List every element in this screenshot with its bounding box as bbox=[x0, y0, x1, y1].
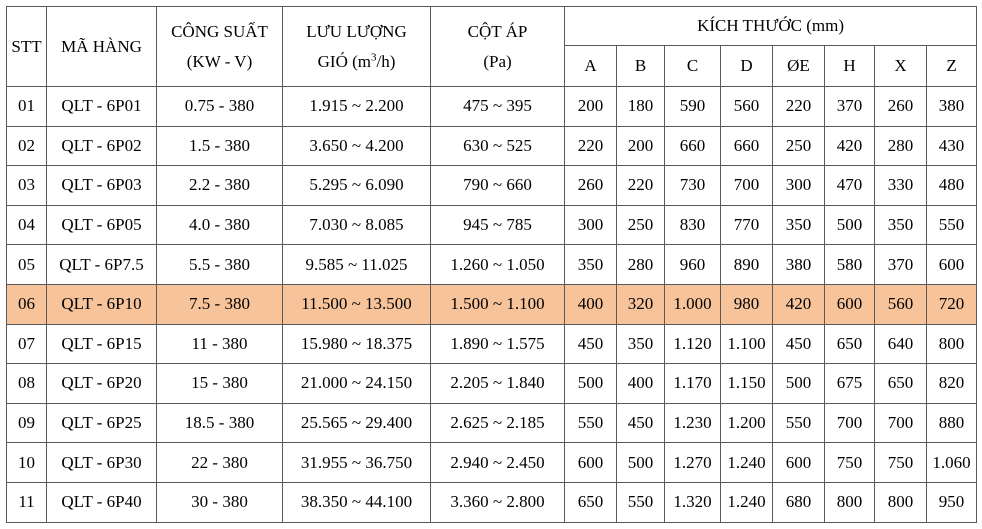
cell-dim-2: 730 bbox=[665, 166, 721, 206]
header-dim-1: B bbox=[617, 46, 665, 87]
cell-code: QLT - 6P20 bbox=[47, 364, 157, 404]
header-pressure-line2: (Pa) bbox=[483, 51, 512, 71]
cell-dim-4: 250 bbox=[773, 126, 825, 166]
cell-flow: 7.030 ~ 8.085 bbox=[283, 205, 431, 245]
cell-pressure: 1.500 ~ 1.100 bbox=[431, 284, 565, 324]
cell-pressure: 945 ~ 785 bbox=[431, 205, 565, 245]
header-pressure-line1: CỘT ÁP bbox=[467, 21, 528, 41]
cell-dim-5: 700 bbox=[825, 403, 875, 443]
cell-dim-1: 320 bbox=[617, 284, 665, 324]
cell-dim-0: 260 bbox=[565, 166, 617, 206]
cell-dim-7: 480 bbox=[927, 166, 977, 206]
cell-power: 15 - 380 bbox=[157, 364, 283, 404]
cell-power: 2.2 - 380 bbox=[157, 166, 283, 206]
cell-pressure: 1.890 ~ 1.575 bbox=[431, 324, 565, 364]
cell-dim-5: 580 bbox=[825, 245, 875, 285]
cell-dim-4: 600 bbox=[773, 443, 825, 483]
cell-dim-1: 500 bbox=[617, 443, 665, 483]
header-stt: STT bbox=[7, 7, 47, 87]
cell-dim-6: 650 bbox=[875, 364, 927, 404]
header-flow-line2-prefix: GIÓ (m bbox=[317, 51, 371, 71]
cell-dim-6: 800 bbox=[875, 482, 927, 522]
cell-dim-7: 950 bbox=[927, 482, 977, 522]
cell-dim-5: 650 bbox=[825, 324, 875, 364]
cell-code: QLT - 6P25 bbox=[47, 403, 157, 443]
cell-dim-7: 1.060 bbox=[927, 443, 977, 483]
cell-power: 18.5 - 380 bbox=[157, 403, 283, 443]
cell-stt: 01 bbox=[7, 87, 47, 127]
cell-dim-4: 350 bbox=[773, 205, 825, 245]
cell-dim-4: 550 bbox=[773, 403, 825, 443]
table-row bbox=[7, 364, 977, 404]
cell-dim-5: 470 bbox=[825, 166, 875, 206]
cell-flow: 11.500 ~ 13.500 bbox=[283, 284, 431, 324]
cell-dim-1: 400 bbox=[617, 364, 665, 404]
cell-dim-4: 300 bbox=[773, 166, 825, 206]
cell-code: QLT - 6P01 bbox=[47, 87, 157, 127]
cell-dim-1: 180 bbox=[617, 87, 665, 127]
cell-dim-6: 750 bbox=[875, 443, 927, 483]
table-row bbox=[7, 284, 977, 324]
header-dim-4: ØE bbox=[773, 46, 825, 87]
cell-pressure: 630 ~ 525 bbox=[431, 126, 565, 166]
cell-dim-1: 220 bbox=[617, 166, 665, 206]
cell-dim-3: 1.240 bbox=[721, 482, 773, 522]
cell-dim-3: 700 bbox=[721, 166, 773, 206]
cell-dim-1: 350 bbox=[617, 324, 665, 364]
header-flow-line2-suffix: /h) bbox=[376, 51, 396, 71]
cell-stt: 06 bbox=[7, 284, 47, 324]
cell-dim-2: 1.120 bbox=[665, 324, 721, 364]
cell-dim-0: 650 bbox=[565, 482, 617, 522]
cell-dim-6: 260 bbox=[875, 87, 927, 127]
cell-stt: 09 bbox=[7, 403, 47, 443]
header-code: MÃ HÀNG bbox=[47, 7, 157, 87]
header-power bbox=[157, 7, 283, 87]
cell-dim-2: 590 bbox=[665, 87, 721, 127]
cell-dim-7: 880 bbox=[927, 403, 977, 443]
cell-dim-3: 770 bbox=[721, 205, 773, 245]
cell-dim-2: 1.320 bbox=[665, 482, 721, 522]
cell-dim-0: 400 bbox=[565, 284, 617, 324]
cell-flow: 31.955 ~ 36.750 bbox=[283, 443, 431, 483]
table-row bbox=[7, 443, 977, 483]
cell-dim-7: 820 bbox=[927, 364, 977, 404]
cell-power: 30 - 380 bbox=[157, 482, 283, 522]
cell-dim-3: 1.150 bbox=[721, 364, 773, 404]
cell-stt: 04 bbox=[7, 205, 47, 245]
cell-dim-6: 700 bbox=[875, 403, 927, 443]
cell-dim-1: 250 bbox=[617, 205, 665, 245]
cell-dim-4: 680 bbox=[773, 482, 825, 522]
cell-pressure: 2.940 ~ 2.450 bbox=[431, 443, 565, 483]
cell-dim-0: 350 bbox=[565, 245, 617, 285]
table-row bbox=[7, 126, 977, 166]
cell-dim-0: 300 bbox=[565, 205, 617, 245]
cell-flow: 3.650 ~ 4.200 bbox=[283, 126, 431, 166]
cell-stt: 07 bbox=[7, 324, 47, 364]
cell-power: 4.0 - 380 bbox=[157, 205, 283, 245]
cell-dim-6: 640 bbox=[875, 324, 927, 364]
cell-code: QLT - 6P02 bbox=[47, 126, 157, 166]
cell-flow: 5.295 ~ 6.090 bbox=[283, 166, 431, 206]
cell-stt: 11 bbox=[7, 482, 47, 522]
cell-dim-7: 800 bbox=[927, 324, 977, 364]
cell-power: 22 - 380 bbox=[157, 443, 283, 483]
cell-code: QLT - 6P30 bbox=[47, 443, 157, 483]
cell-code: QLT - 6P03 bbox=[47, 166, 157, 206]
cell-power: 7.5 - 380 bbox=[157, 284, 283, 324]
cell-flow: 21.000 ~ 24.150 bbox=[283, 364, 431, 404]
cell-pressure: 2.205 ~ 1.840 bbox=[431, 364, 565, 404]
cell-dim-7: 430 bbox=[927, 126, 977, 166]
cell-pressure: 2.625 ~ 2.185 bbox=[431, 403, 565, 443]
cell-stt: 05 bbox=[7, 245, 47, 285]
cell-dim-0: 500 bbox=[565, 364, 617, 404]
cell-dim-3: 560 bbox=[721, 87, 773, 127]
header-power-line2: (KW - V) bbox=[186, 51, 253, 71]
fan-spec-table bbox=[6, 6, 977, 523]
cell-dim-4: 380 bbox=[773, 245, 825, 285]
cell-dim-6: 330 bbox=[875, 166, 927, 206]
cell-dim-0: 220 bbox=[565, 126, 617, 166]
table-row bbox=[7, 482, 977, 522]
header-power-line1: CÔNG SUẤT bbox=[171, 21, 268, 41]
header-dim-7: Z bbox=[927, 46, 977, 87]
cell-pressure: 475 ~ 395 bbox=[431, 87, 565, 127]
cell-dim-3: 1.240 bbox=[721, 443, 773, 483]
cell-dim-6: 350 bbox=[875, 205, 927, 245]
cell-dim-5: 750 bbox=[825, 443, 875, 483]
cell-dim-3: 890 bbox=[721, 245, 773, 285]
cell-dim-3: 1.200 bbox=[721, 403, 773, 443]
cell-dim-0: 600 bbox=[565, 443, 617, 483]
cell-dim-5: 675 bbox=[825, 364, 875, 404]
cell-flow: 9.585 ~ 11.025 bbox=[283, 245, 431, 285]
table-row bbox=[7, 245, 977, 285]
cell-dim-2: 1.000 bbox=[665, 284, 721, 324]
cell-code: QLT - 6P10 bbox=[47, 284, 157, 324]
cell-dim-2: 1.170 bbox=[665, 364, 721, 404]
cell-power: 0.75 - 380 bbox=[157, 87, 283, 127]
cell-code: QLT - 6P40 bbox=[47, 482, 157, 522]
cell-stt: 10 bbox=[7, 443, 47, 483]
cell-dim-2: 1.270 bbox=[665, 443, 721, 483]
cell-power: 5.5 - 380 bbox=[157, 245, 283, 285]
cell-dim-0: 200 bbox=[565, 87, 617, 127]
cell-pressure: 790 ~ 660 bbox=[431, 166, 565, 206]
cell-dim-4: 450 bbox=[773, 324, 825, 364]
cell-dim-6: 370 bbox=[875, 245, 927, 285]
cell-dim-5: 420 bbox=[825, 126, 875, 166]
cell-dim-2: 1.230 bbox=[665, 403, 721, 443]
header-dim-0: A bbox=[565, 46, 617, 87]
header-pressure bbox=[431, 7, 565, 87]
cell-dim-2: 830 bbox=[665, 205, 721, 245]
cell-dim-4: 420 bbox=[773, 284, 825, 324]
cell-power: 11 - 380 bbox=[157, 324, 283, 364]
header-dim-2: C bbox=[665, 46, 721, 87]
cell-code: QLT - 6P15 bbox=[47, 324, 157, 364]
cell-power: 1.5 - 380 bbox=[157, 126, 283, 166]
cell-dim-1: 450 bbox=[617, 403, 665, 443]
cell-dim-5: 800 bbox=[825, 482, 875, 522]
cell-stt: 03 bbox=[7, 166, 47, 206]
cell-dim-7: 380 bbox=[927, 87, 977, 127]
cell-dim-5: 500 bbox=[825, 205, 875, 245]
cell-code: QLT - 6P05 bbox=[47, 205, 157, 245]
cell-dim-1: 550 bbox=[617, 482, 665, 522]
cell-dim-6: 280 bbox=[875, 126, 927, 166]
cell-flow: 25.565 ~ 29.400 bbox=[283, 403, 431, 443]
header-dim-6: X bbox=[875, 46, 927, 87]
cell-dim-7: 550 bbox=[927, 205, 977, 245]
cell-stt: 08 bbox=[7, 364, 47, 404]
cell-dim-3: 980 bbox=[721, 284, 773, 324]
header-dimensions: KÍCH THƯỚC (mm) bbox=[565, 7, 977, 46]
cell-dim-5: 370 bbox=[825, 87, 875, 127]
cell-dim-1: 200 bbox=[617, 126, 665, 166]
cell-stt: 02 bbox=[7, 126, 47, 166]
cell-dim-2: 660 bbox=[665, 126, 721, 166]
table-row bbox=[7, 403, 977, 443]
table-row bbox=[7, 205, 977, 245]
cell-dim-2: 960 bbox=[665, 245, 721, 285]
cell-dim-3: 660 bbox=[721, 126, 773, 166]
cell-dim-0: 450 bbox=[565, 324, 617, 364]
header-flow-sup: 3 bbox=[370, 50, 377, 63]
cell-dim-1: 280 bbox=[617, 245, 665, 285]
cell-flow: 1.915 ~ 2.200 bbox=[283, 87, 431, 127]
header-row-1 bbox=[7, 7, 977, 46]
table-row bbox=[7, 324, 977, 364]
table-row bbox=[7, 87, 977, 127]
cell-dim-3: 1.100 bbox=[721, 324, 773, 364]
cell-code: QLT - 6P7.5 bbox=[47, 245, 157, 285]
cell-dim-5: 600 bbox=[825, 284, 875, 324]
cell-pressure: 1.260 ~ 1.050 bbox=[431, 245, 565, 285]
cell-dim-6: 560 bbox=[875, 284, 927, 324]
cell-dim-4: 500 bbox=[773, 364, 825, 404]
cell-dim-0: 550 bbox=[565, 403, 617, 443]
header-dim-3: D bbox=[721, 46, 773, 87]
header-flow bbox=[283, 7, 431, 87]
cell-dim-7: 720 bbox=[927, 284, 977, 324]
cell-pressure: 3.360 ~ 2.800 bbox=[431, 482, 565, 522]
header-dim-5: H bbox=[825, 46, 875, 87]
table-body bbox=[7, 87, 977, 523]
cell-flow: 15.980 ~ 18.375 bbox=[283, 324, 431, 364]
table-row bbox=[7, 166, 977, 206]
cell-flow: 38.350 ~ 44.100 bbox=[283, 482, 431, 522]
cell-dim-4: 220 bbox=[773, 87, 825, 127]
cell-dim-7: 600 bbox=[927, 245, 977, 285]
header-flow-line1: LƯU LƯỢNG bbox=[306, 21, 407, 41]
